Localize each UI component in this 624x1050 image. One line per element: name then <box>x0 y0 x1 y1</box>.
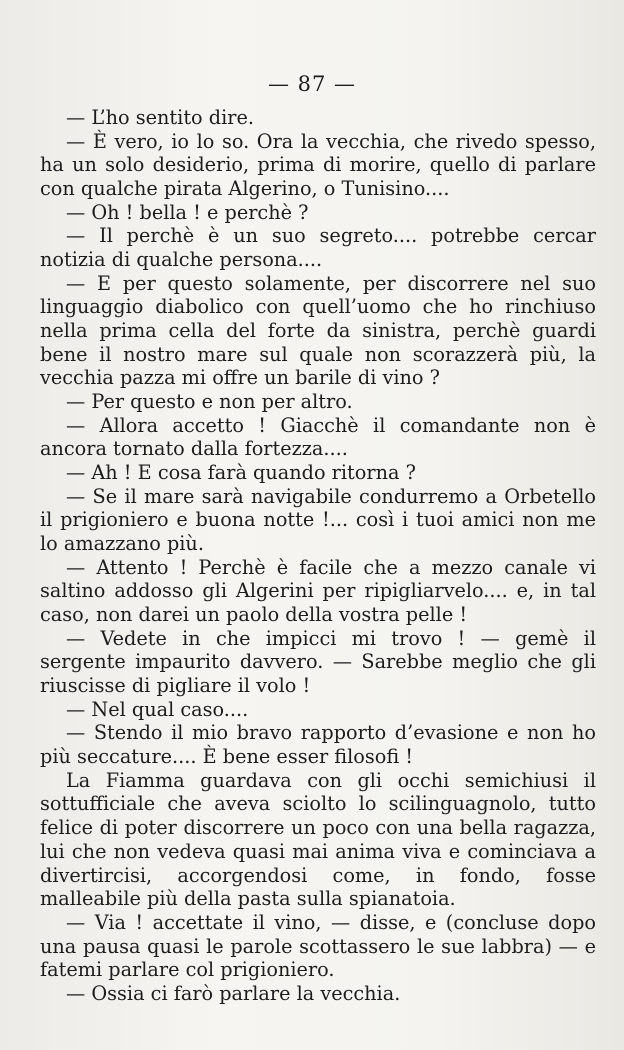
paragraph: — Allora accetto ! Giacchè il comandante non è ancora tornato dalla fortezza.... <box>40 413 596 461</box>
paragraph: — È vero, io lo so. Ora la vecchia, che rivedo spesso, ha un solo desiderio, prima di morire, quello di parlare con qualche pirata Algerino, o Tunisino.... <box>40 129 596 201</box>
paragraph: La Fiamma guardava con gli occhi semichiusi il sottufficiale che aveva sciolto lo scilinguagnolo, tutto felice di poter discorrere un poco con una bella ragazza, lui che non vedeva quasi mai anima viva e cominciava a divertircisi, accorgendosi come, in fondo, fosse malleabile più della pasta sulla spianatoia. <box>40 768 596 911</box>
page-number: — 87 — <box>267 72 357 96</box>
paragraph: — Oh ! bella ! e perchè ? <box>66 200 309 224</box>
paragraph: — L’ho sentito dire. <box>66 106 254 129</box>
paragraph: — Via ! accettate il vino, — disse, e (concluse dopo una pausa quasi le parole scottassero le sue labbra) — e fatemi parlare col prigioniero. <box>40 910 596 982</box>
paragraph: — Attento ! Perchè è facile che a mezzo canale vi saltino addosso gli Algerini per ripigliarvelo.... e, in tal caso, non darei un paolo della vostra pelle ! <box>40 555 596 627</box>
paragraph: — Ah ! E cosa farà quando ritorna ? <box>66 461 416 485</box>
paragraph: — Ossia ci farò parlare la vecchia. <box>66 981 401 1005</box>
paragraph: — E per questo solamente, per discorrere nel suo linguaggio diabolico con quell’uomo che ho rinchiuso nella prima cella del forte da sinistra, perchè guardi bene il nostro mare sul quale non scorazzerà più, la vecchia pazza mi offre un barile di vino ? <box>40 271 596 390</box>
paragraph: — Nel qual caso.... <box>66 697 249 721</box>
paragraph: — Vedete in che impicci mi trovo ! — gemè il sergente impaurito davvero. — Sarebbe meglio che gli riuscisse di pigliare il volo ! <box>40 626 596 698</box>
paragraph: — Stendo il mio bravo rapporto d’evasione e non ho più seccature.... È bene esser filosofi ! <box>40 721 596 769</box>
paragraph: — Per questo e non per altro. <box>66 390 353 414</box>
paragraph: — Il perchè è un suo segreto.... potrebbe cercar notizia di qualche persona.... <box>40 224 596 272</box>
body-text <box>40 106 596 1006</box>
paragraph: — Se il mare sarà navigabile condurremo a Orbetello il prigioniero e buona notte !... così i tuoi amici non me lo amazzano più. <box>40 484 596 556</box>
